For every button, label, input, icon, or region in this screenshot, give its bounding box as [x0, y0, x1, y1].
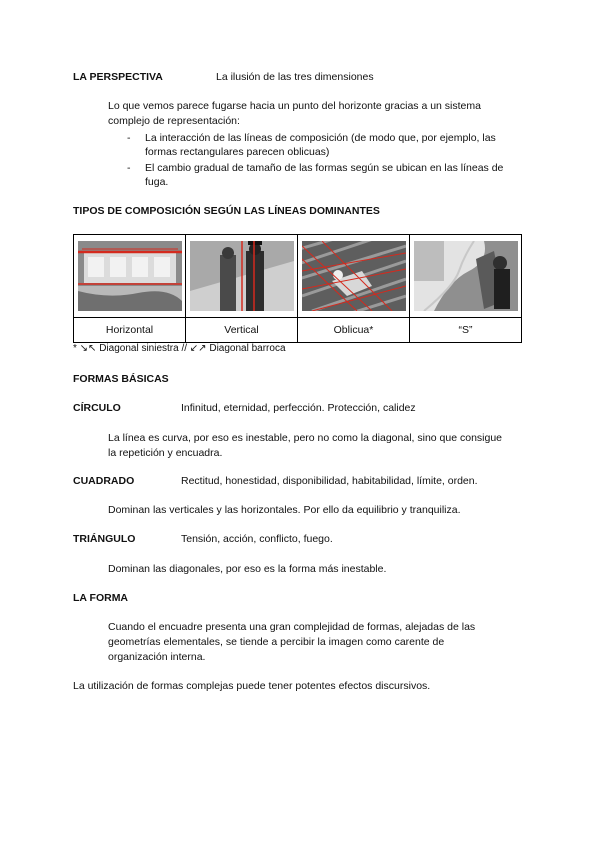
bullet-2-line-1: El cambio gradual de tamaño de las formas según se ubican en las líneas de — [145, 162, 504, 174]
form-line-3: organización interna. — [108, 651, 206, 663]
square-title: CUADRADO — [73, 475, 135, 487]
bullet-item — [127, 161, 537, 189]
section-heading-basic-forms: FORMAS BÁSICAS — [73, 373, 169, 385]
section-heading-perspective: LA PERSPECTIVA — [73, 71, 163, 83]
photo-s-curve — [414, 241, 518, 311]
bullet-item — [127, 131, 537, 159]
perspective-bullet-list — [127, 131, 537, 191]
triangle-title: TRIÁNGULO — [73, 533, 136, 545]
composition-footnote: * ↘↖ Diagonal siniestra // ↙↗ Diagonal barroca — [73, 343, 286, 354]
perspective-subtitle: La ilusión de las tres dimensiones — [216, 71, 374, 83]
cell-s-image — [410, 235, 522, 318]
label-s: “S” — [410, 318, 522, 343]
section-heading-composition: TIPOS DE COMPOSICIÓN SEGÚN LAS LÍNEAS DOMINANTES — [73, 205, 380, 217]
composition-table — [73, 234, 522, 343]
circle-title: CÍRCULO — [73, 402, 121, 414]
triangle-desc: Dominan las diagonales, por eso es la forma más inestable. — [108, 563, 387, 575]
cell-oblique-image — [298, 235, 410, 318]
form-line-1: Cuando el encuadre presenta una gran complejidad de formas, alejadas de las — [108, 621, 476, 633]
photo-oblique — [302, 241, 406, 311]
label-horizontal: Horizontal — [74, 318, 186, 343]
label-vertical: Vertical — [186, 318, 298, 343]
square-desc: Dominan las verticales y las horizontales. Por ello da equilibrio y tranquiliza. — [108, 504, 461, 516]
perspective-intro-line-1: Lo que vemos parece fugarse hacia un punto del horizonte gracias a un sistema — [108, 100, 481, 112]
circle-keywords: Infinitud, eternidad, perfección. Protección, calidez — [181, 402, 416, 414]
section-heading-form: LA FORMA — [73, 592, 129, 604]
circle-desc-line-1: La línea es curva, por eso es inestable, pero no como la diagonal, sino que consigue — [108, 432, 503, 444]
photo-horizontal — [78, 241, 182, 311]
photo-vertical — [190, 241, 294, 311]
cell-horizontal-image — [74, 235, 186, 318]
bullet-2-line-2: fuga. — [145, 176, 169, 188]
circle-desc-line-2: la repetición y encuadra. — [108, 447, 223, 459]
label-oblique: Oblicua* — [298, 318, 410, 343]
bullet-1-line-2: formas rectangulares parecen oblicuas) — [145, 146, 330, 158]
triangle-keywords: Tensión, acción, conflicto, fuego. — [181, 533, 333, 545]
square-keywords: Rectitud, honestidad, disponibilidad, habitabilidad, límite, orden. — [181, 475, 478, 487]
perspective-intro-line-2: complejo de representación: — [108, 115, 240, 127]
bullet-1-line-1: La interacción de las líneas de composición (de modo que, por ejemplo, las — [145, 132, 496, 144]
cell-vertical-image — [186, 235, 298, 318]
form-closing: La utilización de formas complejas puede tener potentes efectos discursivos. — [73, 680, 431, 692]
form-line-2: geometrías elementales, se tiende a percibir la imagen como carente de — [108, 636, 445, 648]
